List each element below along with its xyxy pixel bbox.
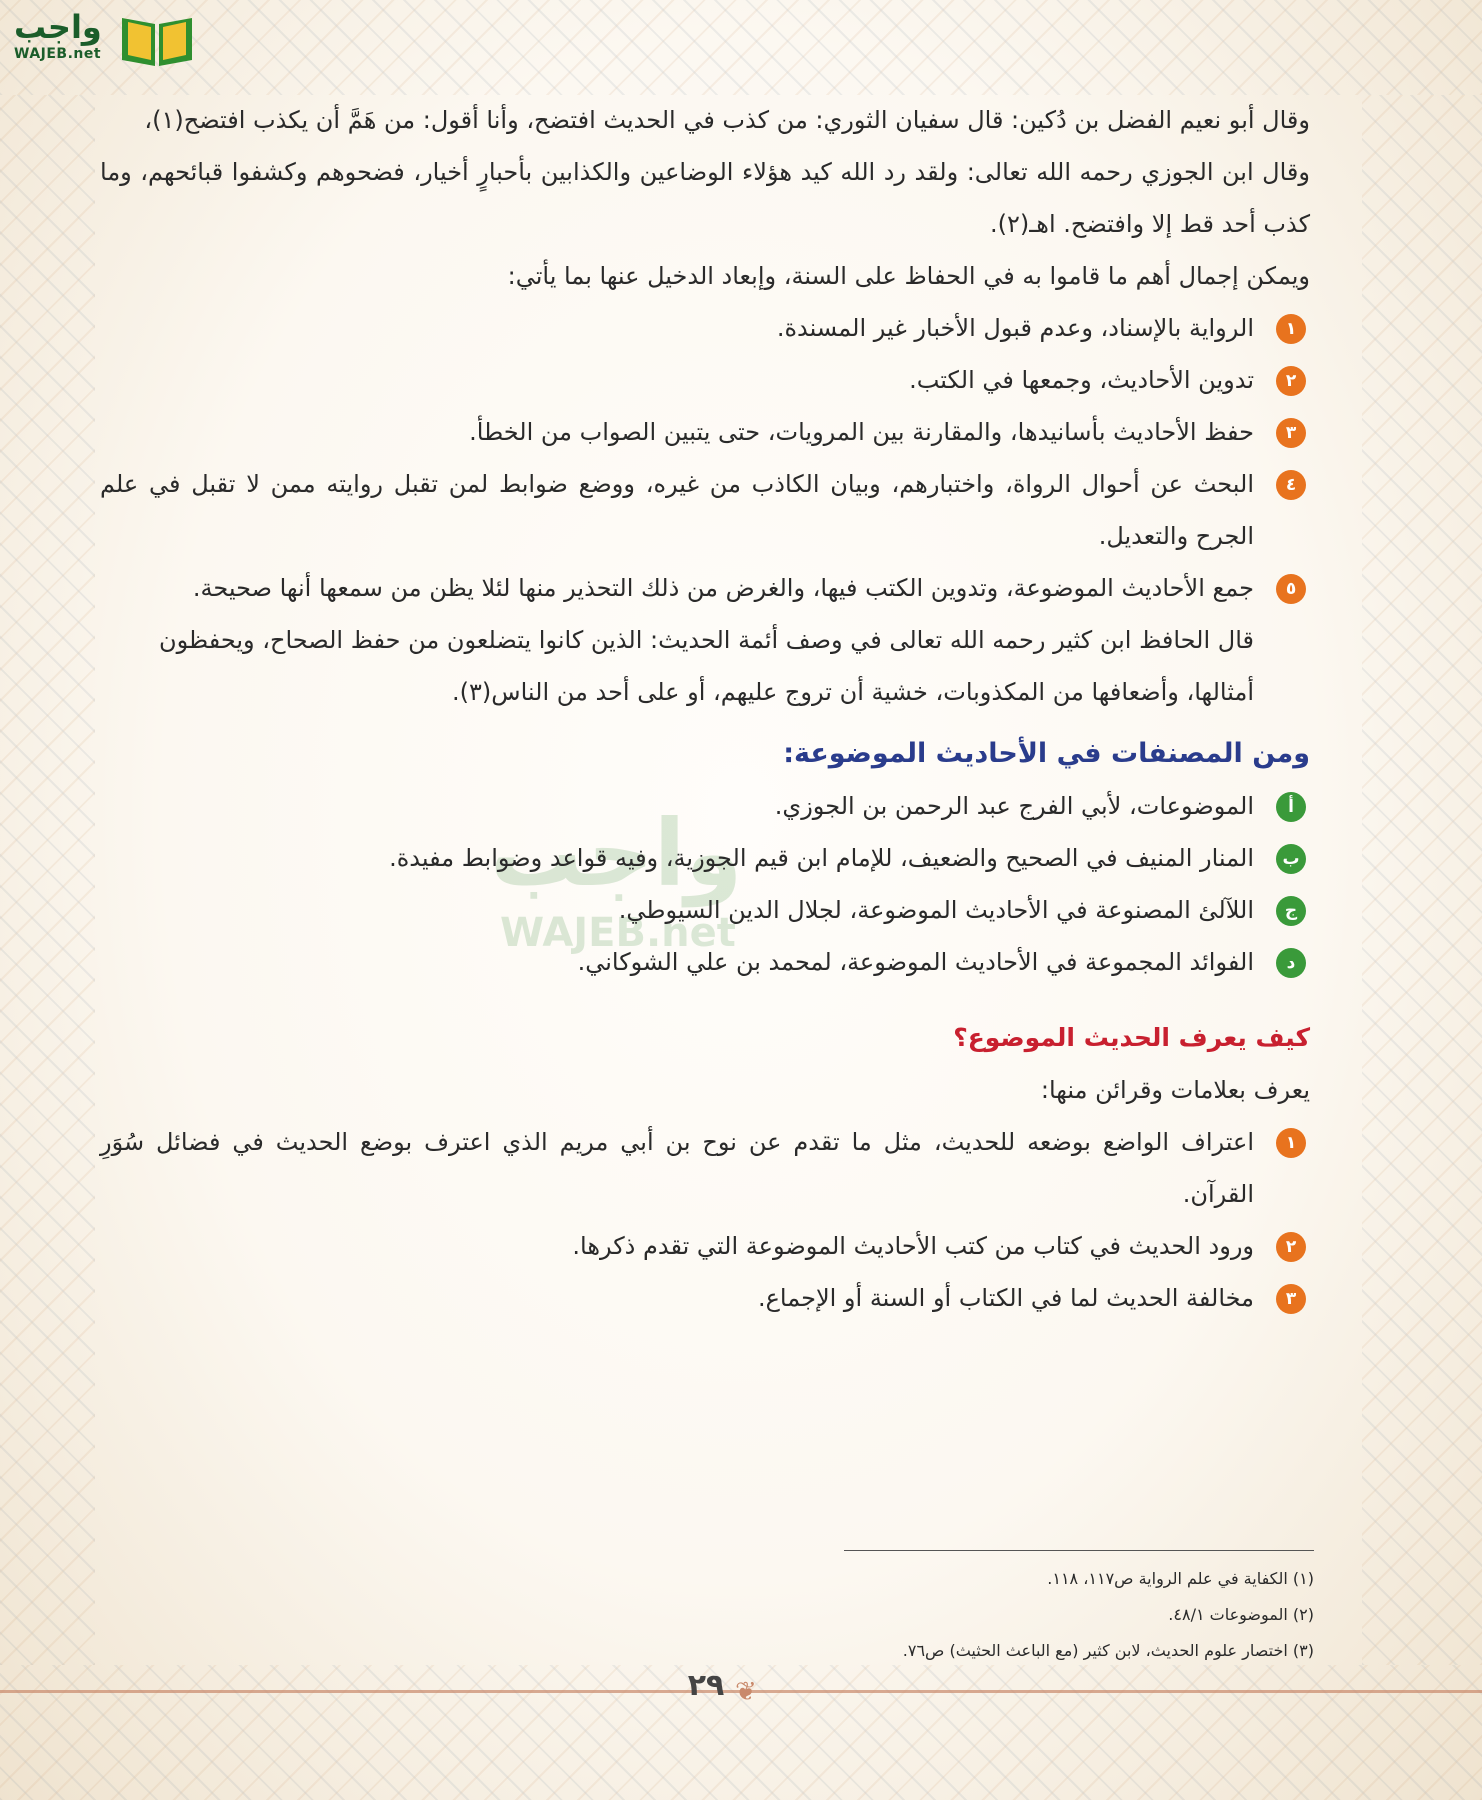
books-heading: ومن المصنفات في الأحاديث الموضوعة: [783, 738, 1310, 769]
list-item-text: مخالفة الحديث لما في الكتاب أو السنة أو الإجماع. [757, 1284, 1254, 1312]
page-number: ٢٩ [687, 1668, 725, 1703]
letter-badge: د [1276, 948, 1306, 978]
list-item-text: الموضوعات، لأبي الفرج عبد الرحمن بن الجوزي. [774, 792, 1254, 820]
footnote-divider [844, 1550, 1314, 1551]
number-badge: ١ [1276, 314, 1306, 344]
letter-badge: أ [1276, 792, 1306, 822]
intro-paragraph-3: ويمكن إجمال أهم ما قاموا به في الحفاظ على السنة، وإبعاد الدخيل عنها بما يأتي: [507, 262, 1310, 290]
logo-text: واجب [14, 8, 102, 46]
number-badge: ٢ [1276, 366, 1306, 396]
intro-paragraph-2: وقال ابن الجوزي رحمه الله تعالى: ولقد رد الله كيد هؤلاء الوضاعين والكذابين بأحبارٍ أخيار، فضحوهم وكشفوا قبائحهم، وما كذب أحد قط إلا وافتضح. اهـ(٢). [100, 158, 1310, 238]
ornament-left [0, 95, 95, 1665]
footnote: (٢) الموضوعات ٤٨/١. [1168, 1605, 1314, 1624]
intro-paragraph-1: وقال أبو نعيم الفضل بن دُكين: قال سفيان الثوري: من كذب في الحديث افتضح، وأنا أقول: من هَمَّ أن يكذب افتضح(١)، [144, 106, 1310, 134]
number-badge: ٢ [1276, 1232, 1306, 1262]
number-badge: ١ [1276, 1128, 1306, 1158]
letter-badge: ج [1276, 896, 1306, 926]
list-item [100, 884, 1310, 936]
wajeb-logo[interactable] [10, 6, 190, 68]
number-badge: ٤ [1276, 470, 1306, 500]
list-item-text: اللآلئ المصنوعة في الأحاديث الموضوعة، لجلال الدين السيوطي. [618, 896, 1254, 924]
number-badge: ٣ [1276, 418, 1306, 448]
footnote: (٣) اختصار علوم الحديث، لابن كثير (مع الباعث الحثيث) ص٧٦. [902, 1641, 1314, 1660]
list-item [100, 780, 1310, 832]
list-item-text: تدوين الأحاديث، وجمعها في الكتب. [909, 366, 1254, 394]
list-item [100, 1116, 1310, 1220]
signs-intro: يعرف بعلامات وقرائن منها: [1040, 1076, 1310, 1104]
list-item [100, 1220, 1310, 1272]
list-item-text: ورود الحديث في كتاب من كتب الأحاديث الموضوعة التي تقدم ذكرها. [572, 1232, 1254, 1260]
logo-subtext: WAJEB.net [14, 46, 102, 62]
list-item [100, 354, 1310, 406]
book-icon [118, 10, 196, 68]
number-badge: ٣ [1276, 1284, 1306, 1314]
ibn-kathir-quote: قال الحافظ ابن كثير رحمه الله تعالى في وصف أئمة الحديث: الذين كانوا يتضلعون من حفظ الصحاح، ويحفظون أمثالها، وأضعافها من المكذوبات، خشية أن تروج عليهم، أو على أحد من الناس(٣). [159, 626, 1254, 706]
page-content [100, 94, 1310, 1324]
list-item-text: اعتراف الواضع بوضعه للحديث، مثل ما تقدم عن نوح بن أبي مريم الذي اعترف بوضع الحديث في فضائل سُوَرِ القرآن. [100, 1128, 1254, 1208]
list-item-text: جمع الأحاديث الموضوعة، وتدوين الكتب فيها، والغرض من ذلك التحذير منها لئلا يظن من سمعها أنها صحيحة. [192, 574, 1254, 602]
list-item [100, 832, 1310, 884]
list-item-text: البحث عن أحوال الرواة، واختبارهم، وبيان الكاذب من غيره، ووضع ضوابط لمن تقبل روايته ممن لا تقبل في علم الجرح والتعديل. [100, 470, 1254, 550]
signs-heading: كيف يعرف الحديث الموضوع؟ [953, 1023, 1310, 1052]
list-item-text: حفظ الأحاديث بأسانيدها، والمقارنة بين المرويات، حتى يتبين الصواب من الخطأ. [469, 418, 1254, 446]
list-item [100, 302, 1310, 354]
number-badge: ٥ [1276, 574, 1306, 604]
list-item [100, 936, 1310, 988]
letter-badge: ب [1276, 844, 1306, 874]
ornament-right [1362, 95, 1482, 1665]
footnotes [844, 1550, 1314, 1669]
list-item-text: الفوائد المجموعة في الأحاديث الموضوعة، لمحمد بن علي الشوكاني. [577, 948, 1254, 976]
list-item [100, 458, 1310, 562]
ornament-top [0, 0, 1482, 95]
list-item [100, 562, 1310, 614]
list-item [100, 406, 1310, 458]
footnote: (١) الكفاية في علم الرواية ص١١٧، ١١٨. [1047, 1569, 1314, 1588]
list-item-text: المنار المنيف في الصحيح والضعيف، للإمام ابن قيم الجوزية، وفيه قواعد وضوابط مفيدة. [389, 844, 1254, 872]
list-item [100, 1272, 1310, 1324]
ornament-icon: ❦ [735, 1677, 757, 1707]
list-item-text: الرواية بالإسناد، وعدم قبول الأخبار غير المسندة. [776, 314, 1254, 342]
